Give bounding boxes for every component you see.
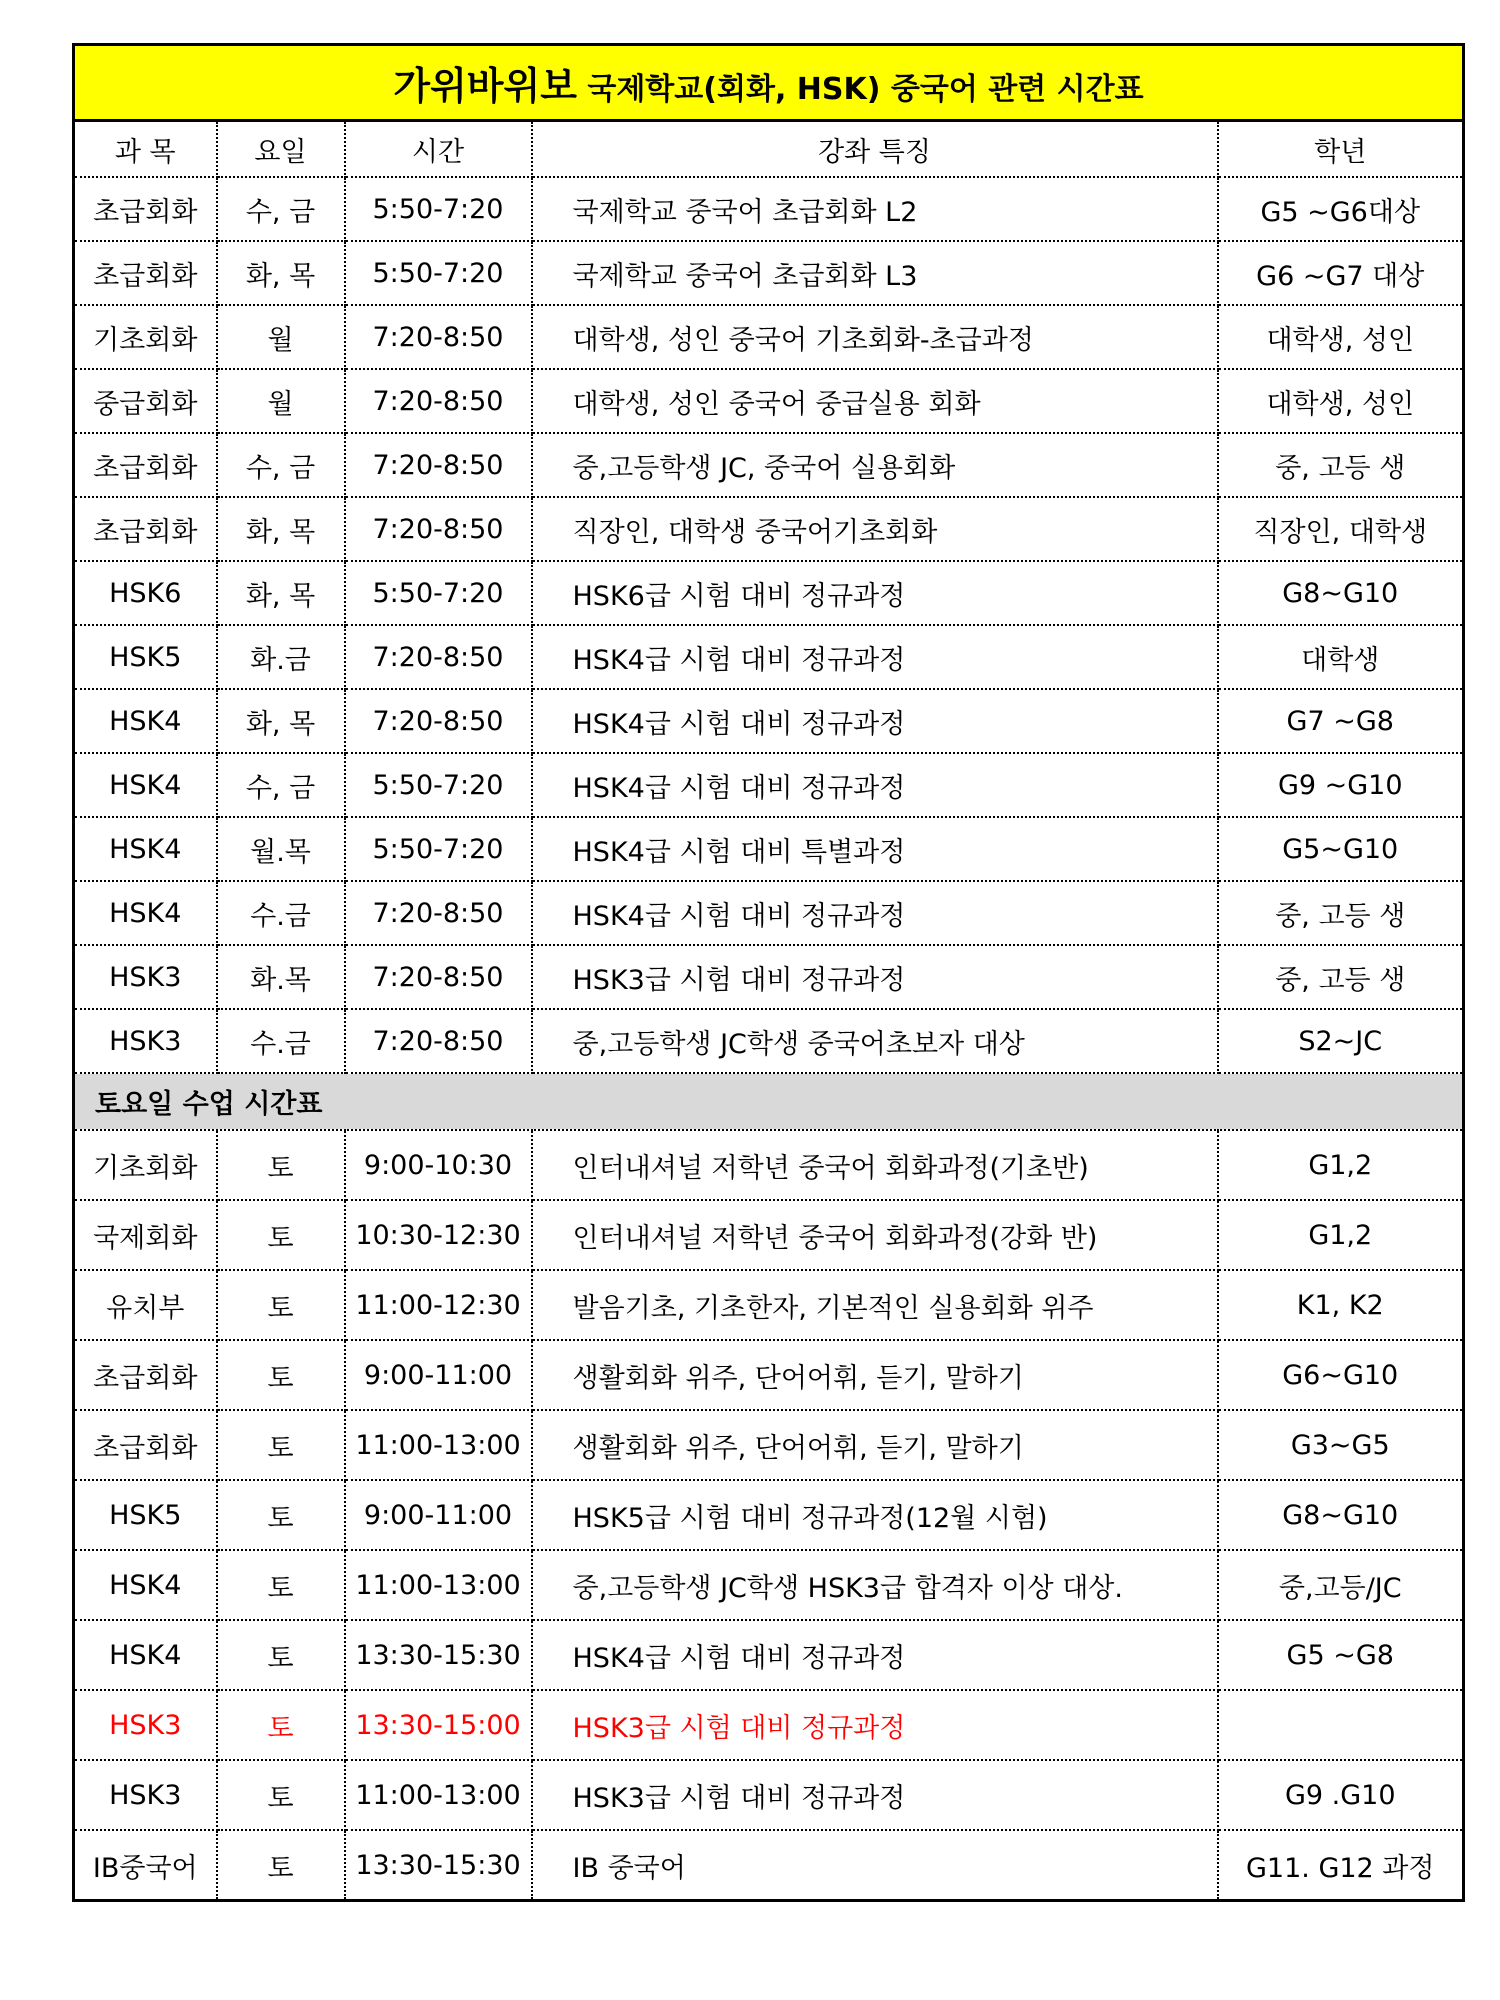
cell-feature: 생활회화 위주, 단어어휘, 듣기, 말하기 [532, 1410, 1218, 1480]
cell-subject: HSK5 [74, 625, 217, 689]
cell-grade: G6 ~G7 대상 [1218, 241, 1464, 305]
cell-time: 5:50-7:20 [345, 753, 532, 817]
title-rest: 국제학교(회화, HSK) 중국어 관련 시간표 [576, 72, 1144, 107]
header-feature: 강좌 특징 [532, 121, 1218, 178]
cell-day: 화.목 [217, 945, 345, 1009]
table-row [74, 369, 1464, 433]
cell-subject: 기초회화 [74, 305, 217, 369]
table-row [74, 497, 1464, 561]
cell-grade [1218, 1690, 1464, 1760]
cell-day: 수.금 [217, 881, 345, 945]
cell-subject: HSK4 [74, 881, 217, 945]
table-row [74, 177, 1464, 241]
cell-feature: HSK4급 시험 대비 정규과정 [532, 753, 1218, 817]
table-row [74, 433, 1464, 497]
table-row [74, 561, 1464, 625]
cell-time: 7:20-8:50 [345, 369, 532, 433]
cell-grade: G11. G12 과정 [1218, 1830, 1464, 1901]
cell-time: 7:20-8:50 [345, 945, 532, 1009]
cell-subject: 초급회화 [74, 497, 217, 561]
cell-day: 토 [217, 1830, 345, 1901]
cell-grade: G1,2 [1218, 1130, 1464, 1200]
cell-day: 토 [217, 1690, 345, 1760]
cell-subject: 초급회화 [74, 433, 217, 497]
cell-grade: G1,2 [1218, 1200, 1464, 1270]
cell-feature: 중,고등학생 JC, 중국어 실용회화 [532, 433, 1218, 497]
cell-feature: 생활회화 위주, 단어어휘, 듣기, 말하기 [532, 1340, 1218, 1410]
cell-time: 7:20-8:50 [345, 497, 532, 561]
cell-day: 월 [217, 369, 345, 433]
cell-subject: 기초회화 [74, 1130, 217, 1200]
header-day: 요일 [217, 121, 345, 178]
cell-subject: 중급회화 [74, 369, 217, 433]
cell-grade: 대학생, 성인 [1218, 305, 1464, 369]
cell-day: 토 [217, 1760, 345, 1830]
cell-subject: HSK3 [74, 1760, 217, 1830]
cell-feature: 국제학교 중국어 초급회화 L2 [532, 177, 1218, 241]
cell-grade: 중, 고등 생 [1218, 881, 1464, 945]
timetable [72, 43, 1465, 1902]
cell-grade: 중, 고등 생 [1218, 945, 1464, 1009]
cell-time: 11:00-12:30 [345, 1270, 532, 1340]
table-row [74, 817, 1464, 881]
cell-subject: HSK4 [74, 1620, 217, 1690]
table-row [74, 1009, 1464, 1073]
header-grade: 학년 [1218, 121, 1464, 178]
cell-feature: HSK3급 시험 대비 정규과정 [532, 1690, 1218, 1760]
cell-feature: 중,고등학생 JC학생 중국어초보자 대상 [532, 1009, 1218, 1073]
table-row [74, 1340, 1464, 1410]
cell-day: 화, 목 [217, 241, 345, 305]
cell-feature: HSK4급 시험 대비 정규과정 [532, 1620, 1218, 1690]
cell-day: 수, 금 [217, 177, 345, 241]
cell-day: 수, 금 [217, 433, 345, 497]
cell-feature: HSK4급 시험 대비 정규과정 [532, 881, 1218, 945]
cell-time: 7:20-8:50 [345, 689, 532, 753]
header-subject: 과 목 [74, 121, 217, 178]
cell-time: 11:00-13:00 [345, 1760, 532, 1830]
cell-time: 7:20-8:50 [345, 305, 532, 369]
cell-time: 9:00-11:00 [345, 1480, 532, 1550]
cell-grade: 직장인, 대학생 [1218, 497, 1464, 561]
cell-subject: HSK3 [74, 945, 217, 1009]
cell-feature: IB 중국어 [532, 1830, 1218, 1901]
cell-time: 11:00-13:00 [345, 1410, 532, 1480]
title-main: 가위바위보 [393, 64, 577, 108]
cell-day: 토 [217, 1550, 345, 1620]
cell-time: 7:20-8:50 [345, 1009, 532, 1073]
cell-subject: 유치부 [74, 1270, 217, 1340]
section-title: 토요일 수업 시간표 [74, 1073, 1464, 1130]
cell-day: 토 [217, 1480, 345, 1550]
table-row [74, 753, 1464, 817]
cell-subject: 초급회화 [74, 177, 217, 241]
cell-feature: HSK6급 시험 대비 정규과정 [532, 561, 1218, 625]
cell-time: 10:30-12:30 [345, 1200, 532, 1270]
cell-feature: 대학생, 성인 중국어 기초회화-초급과정 [532, 305, 1218, 369]
cell-feature: 인터내셔널 저학년 중국어 회화과정(기초반) [532, 1130, 1218, 1200]
cell-subject: HSK3 [74, 1690, 217, 1760]
cell-feature: HSK4급 시험 대비 정규과정 [532, 689, 1218, 753]
cell-grade: G7 ~G8 [1218, 689, 1464, 753]
cell-grade: G8~G10 [1218, 561, 1464, 625]
cell-time: 11:00-13:00 [345, 1550, 532, 1620]
cell-day: 월.목 [217, 817, 345, 881]
cell-grade: 대학생 [1218, 625, 1464, 689]
cell-feature: HSK4급 시험 대비 정규과정 [532, 625, 1218, 689]
table-row [74, 241, 1464, 305]
cell-day: 월 [217, 305, 345, 369]
cell-day: 토 [217, 1620, 345, 1690]
cell-feature: HSK5급 시험 대비 정규과정(12월 시험) [532, 1480, 1218, 1550]
cell-time: 7:20-8:50 [345, 433, 532, 497]
cell-feature: HSK4급 시험 대비 특별과정 [532, 817, 1218, 881]
header-time: 시간 [345, 121, 532, 178]
cell-grade: 중, 고등 생 [1218, 433, 1464, 497]
cell-grade: G5~G10 [1218, 817, 1464, 881]
cell-time: 9:00-10:30 [345, 1130, 532, 1200]
cell-day: 토 [217, 1340, 345, 1410]
cell-day: 토 [217, 1200, 345, 1270]
cell-time: 5:50-7:20 [345, 561, 532, 625]
cell-time: 5:50-7:20 [345, 817, 532, 881]
cell-day: 수.금 [217, 1009, 345, 1073]
cell-feature: 대학생, 성인 중국어 중급실용 회화 [532, 369, 1218, 433]
cell-grade: K1, K2 [1218, 1270, 1464, 1340]
table-row [74, 689, 1464, 753]
cell-subject: 초급회화 [74, 241, 217, 305]
cell-time: 7:20-8:50 [345, 625, 532, 689]
table-row [74, 625, 1464, 689]
cell-feature: 직장인, 대학생 중국어기초회화 [532, 497, 1218, 561]
table-row [74, 1270, 1464, 1340]
cell-day: 수, 금 [217, 753, 345, 817]
cell-grade: S2~JC [1218, 1009, 1464, 1073]
cell-feature: HSK3급 시험 대비 정규과정 [532, 1760, 1218, 1830]
cell-subject: 초급회화 [74, 1340, 217, 1410]
timetable-sheet [72, 43, 1462, 1902]
cell-grade: G6~G10 [1218, 1340, 1464, 1410]
table-row [74, 305, 1464, 369]
cell-grade: 대학생, 성인 [1218, 369, 1464, 433]
title-row [74, 45, 1464, 121]
cell-feature: HSK3급 시험 대비 정규과정 [532, 945, 1218, 1009]
table-row [74, 945, 1464, 1009]
table-row [74, 1480, 1464, 1550]
cell-time: 13:30-15:30 [345, 1830, 532, 1901]
cell-time: 9:00-11:00 [345, 1340, 532, 1410]
cell-subject: HSK4 [74, 1550, 217, 1620]
cell-subject: HSK4 [74, 689, 217, 753]
table-row [74, 1620, 1464, 1690]
cell-day: 화, 목 [217, 689, 345, 753]
cell-subject: HSK4 [74, 817, 217, 881]
cell-time: 13:30-15:00 [345, 1690, 532, 1760]
cell-time: 5:50-7:20 [345, 177, 532, 241]
cell-grade: G5 ~G6대상 [1218, 177, 1464, 241]
cell-grade: 중,고등/JC [1218, 1550, 1464, 1620]
table-row [74, 1760, 1464, 1830]
cell-grade: G3~G5 [1218, 1410, 1464, 1480]
table-row [74, 1830, 1464, 1901]
cell-subject: HSK4 [74, 753, 217, 817]
cell-subject: 국제회화 [74, 1200, 217, 1270]
cell-day: 화, 목 [217, 497, 345, 561]
cell-day: 화.금 [217, 625, 345, 689]
cell-time: 5:50-7:20 [345, 241, 532, 305]
cell-subject: HSK6 [74, 561, 217, 625]
cell-feature: 발음기초, 기초한자, 기본적인 실용회화 위주 [532, 1270, 1218, 1340]
cell-grade: G8~G10 [1218, 1480, 1464, 1550]
cell-grade: G9 .G10 [1218, 1760, 1464, 1830]
table-row [74, 1130, 1464, 1200]
table-row [74, 1690, 1464, 1760]
cell-grade: G5 ~G8 [1218, 1620, 1464, 1690]
cell-day: 토 [217, 1410, 345, 1480]
cell-time: 7:20-8:50 [345, 881, 532, 945]
cell-time: 13:30-15:30 [345, 1620, 532, 1690]
cell-feature: 중,고등학생 JC학생 HSK3급 합격자 이상 대상. [532, 1550, 1218, 1620]
table-row [74, 1200, 1464, 1270]
cell-day: 화, 목 [217, 561, 345, 625]
table-row [74, 1550, 1464, 1620]
cell-day: 토 [217, 1130, 345, 1200]
header-row [74, 121, 1464, 178]
cell-feature: 인터내셔널 저학년 중국어 회화과정(강화 반) [532, 1200, 1218, 1270]
cell-day: 토 [217, 1270, 345, 1340]
table-row [74, 881, 1464, 945]
table-row [74, 1410, 1464, 1480]
cell-feature: 국제학교 중국어 초급회화 L3 [532, 241, 1218, 305]
cell-grade: G9 ~G10 [1218, 753, 1464, 817]
section-row-saturday [74, 1073, 1464, 1130]
cell-subject: 초급회화 [74, 1410, 217, 1480]
cell-subject: IB중국어 [74, 1830, 217, 1901]
cell-subject: HSK5 [74, 1480, 217, 1550]
table-title [74, 45, 1464, 121]
cell-subject: HSK3 [74, 1009, 217, 1073]
